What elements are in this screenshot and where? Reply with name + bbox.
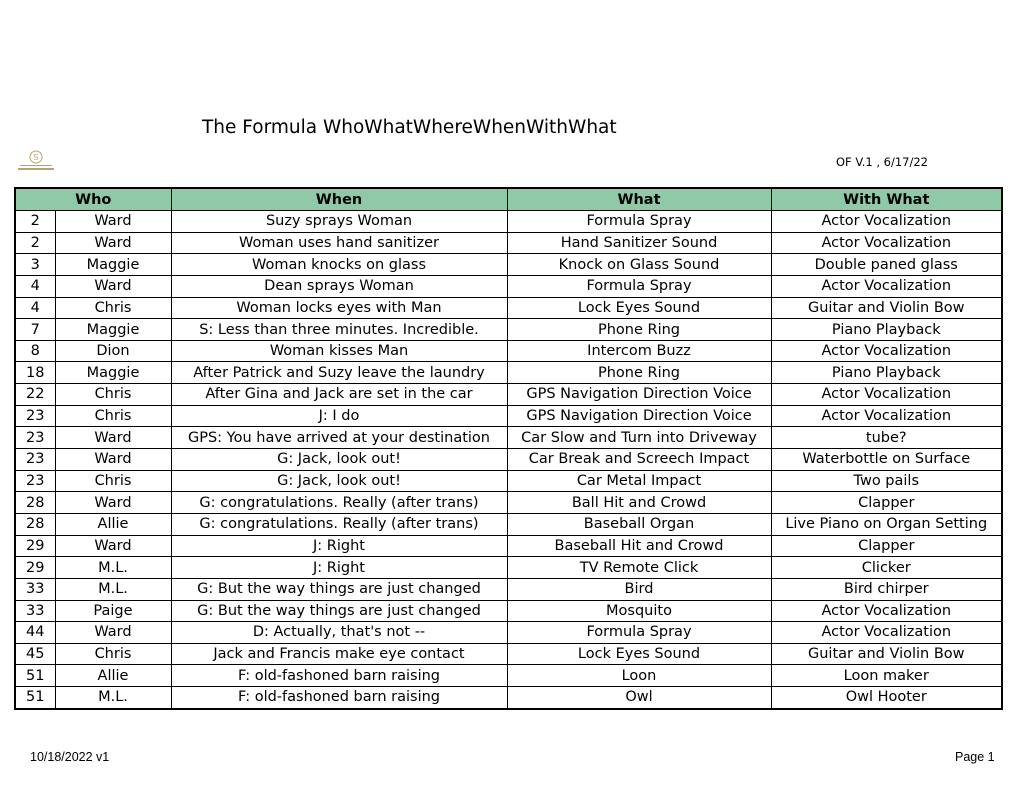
cell-with-what: Guitar and Violin Bow bbox=[771, 643, 1002, 665]
table-row bbox=[15, 665, 1002, 687]
cell-what: Formula Spray bbox=[507, 622, 771, 644]
cell-page: 2 bbox=[15, 232, 55, 254]
cell-who: Ward bbox=[55, 427, 171, 449]
table-row bbox=[15, 211, 1002, 233]
cell-what: Formula Spray bbox=[507, 275, 771, 297]
cell-when: Jack and Francis make eye contact bbox=[171, 643, 507, 665]
footer-page-number: Page 1 bbox=[955, 750, 995, 764]
cell-page: 23 bbox=[15, 449, 55, 471]
cell-page: 2 bbox=[15, 211, 55, 233]
column-header-when: When bbox=[171, 188, 507, 211]
cell-page: 51 bbox=[15, 665, 55, 687]
column-header-what: What bbox=[507, 188, 771, 211]
cell-what: Intercom Buzz bbox=[507, 340, 771, 362]
cell-when: J: Right bbox=[171, 535, 507, 557]
cell-who: Ward bbox=[55, 622, 171, 644]
cell-with-what: Actor Vocalization bbox=[771, 232, 1002, 254]
cell-when: Woman uses hand sanitizer bbox=[171, 232, 507, 254]
cell-with-what: Piano Playback bbox=[771, 319, 1002, 341]
cell-page: 8 bbox=[15, 340, 55, 362]
table-row bbox=[15, 513, 1002, 535]
cell-what: GPS Navigation Direction Voice bbox=[507, 405, 771, 427]
cell-what: Hand Sanitizer Sound bbox=[507, 232, 771, 254]
cell-what: TV Remote Click bbox=[507, 557, 771, 579]
table-row bbox=[15, 643, 1002, 665]
table-row bbox=[15, 449, 1002, 471]
cell-when: G: Jack, look out! bbox=[171, 470, 507, 492]
table-body bbox=[15, 211, 1002, 709]
svg-text:S: S bbox=[33, 153, 39, 162]
table-row bbox=[15, 405, 1002, 427]
cell-with-what: Piano Playback bbox=[771, 362, 1002, 384]
table-row bbox=[15, 362, 1002, 384]
cell-when: Suzy sprays Woman bbox=[171, 211, 507, 233]
cell-with-what: Actor Vocalization bbox=[771, 275, 1002, 297]
cell-who: Maggie bbox=[55, 362, 171, 384]
cell-when: G: Jack, look out! bbox=[171, 449, 507, 471]
cell-when: F: old-fashoned barn raising bbox=[171, 665, 507, 687]
cell-with-what: Owl Hooter bbox=[771, 687, 1002, 709]
cell-what: Mosquito bbox=[507, 600, 771, 622]
cell-with-what: tube? bbox=[771, 427, 1002, 449]
cell-who: M.L. bbox=[55, 557, 171, 579]
cell-what: Baseball Hit and Crowd bbox=[507, 535, 771, 557]
cell-who: Maggie bbox=[55, 254, 171, 276]
cell-who: Allie bbox=[55, 665, 171, 687]
cell-who: Chris bbox=[55, 405, 171, 427]
cell-who: Maggie bbox=[55, 319, 171, 341]
cell-with-what: Waterbottle on Surface bbox=[771, 449, 1002, 471]
footer-date: 10/18/2022 v1 bbox=[30, 750, 110, 764]
cell-page: 45 bbox=[15, 643, 55, 665]
cell-who: Ward bbox=[55, 275, 171, 297]
cell-who: Ward bbox=[55, 232, 171, 254]
cell-when: Woman kisses Man bbox=[171, 340, 507, 362]
cell-when: Dean sprays Woman bbox=[171, 275, 507, 297]
cell-when: J: Right bbox=[171, 557, 507, 579]
table-row bbox=[15, 622, 1002, 644]
table-row bbox=[15, 470, 1002, 492]
cell-with-what: Actor Vocalization bbox=[771, 405, 1002, 427]
cell-what: Lock Eyes Sound bbox=[507, 297, 771, 319]
cell-what: Car Break and Screech Impact bbox=[507, 449, 771, 471]
cell-what: Phone Ring bbox=[507, 362, 771, 384]
cell-page: 51 bbox=[15, 687, 55, 709]
cell-page: 4 bbox=[15, 297, 55, 319]
cell-who: Chris bbox=[55, 384, 171, 406]
cell-what: Loon bbox=[507, 665, 771, 687]
table-row bbox=[15, 254, 1002, 276]
cell-who: Chris bbox=[55, 470, 171, 492]
table-row bbox=[15, 384, 1002, 406]
cell-who: M.L. bbox=[55, 687, 171, 709]
cell-who: M.L. bbox=[55, 578, 171, 600]
cell-what: Car Slow and Turn into Driveway bbox=[507, 427, 771, 449]
column-header-who: Who bbox=[15, 188, 171, 211]
table-row bbox=[15, 557, 1002, 579]
cell-when: After Gina and Jack are set in the car bbox=[171, 384, 507, 406]
cell-what: Formula Spray bbox=[507, 211, 771, 233]
cell-page: 22 bbox=[15, 384, 55, 406]
page-title: The Formula WhoWhatWhereWhenWithWhat bbox=[202, 117, 617, 138]
column-header-with-what: With What bbox=[771, 188, 1002, 211]
cell-with-what: Actor Vocalization bbox=[771, 600, 1002, 622]
cell-what: Phone Ring bbox=[507, 319, 771, 341]
table-row bbox=[15, 578, 1002, 600]
cell-page: 3 bbox=[15, 254, 55, 276]
cell-who: Ward bbox=[55, 449, 171, 471]
cell-what: Knock on Glass Sound bbox=[507, 254, 771, 276]
cell-when: D: Actually, that's not -- bbox=[171, 622, 507, 644]
cell-when: GPS: You have arrived at your destination bbox=[171, 427, 507, 449]
cell-what: Owl bbox=[507, 687, 771, 709]
cue-table bbox=[14, 187, 1003, 710]
table-header-row bbox=[15, 188, 1002, 211]
table-row bbox=[15, 319, 1002, 341]
cell-with-what: Clicker bbox=[771, 557, 1002, 579]
cell-when: S: Less than three minutes. Incredible. bbox=[171, 319, 507, 341]
cell-with-what: Double paned glass bbox=[771, 254, 1002, 276]
cell-when: F: old-fashoned barn raising bbox=[171, 687, 507, 709]
cell-page: 4 bbox=[15, 275, 55, 297]
cell-page: 29 bbox=[15, 557, 55, 579]
cell-when: J: I do bbox=[171, 405, 507, 427]
table-row bbox=[15, 340, 1002, 362]
cell-what: Bird bbox=[507, 578, 771, 600]
cell-with-what: Actor Vocalization bbox=[771, 211, 1002, 233]
cell-page: 18 bbox=[15, 362, 55, 384]
table-row bbox=[15, 687, 1002, 709]
cell-who: Ward bbox=[55, 535, 171, 557]
cell-page: 7 bbox=[15, 319, 55, 341]
cell-when: G: But the way things are just changed bbox=[171, 600, 507, 622]
cell-page: 29 bbox=[15, 535, 55, 557]
table-row bbox=[15, 535, 1002, 557]
cell-page: 44 bbox=[15, 622, 55, 644]
cell-who: Ward bbox=[55, 211, 171, 233]
cell-who: Paige bbox=[55, 600, 171, 622]
table-row bbox=[15, 232, 1002, 254]
cell-page: 33 bbox=[15, 578, 55, 600]
cell-page: 23 bbox=[15, 470, 55, 492]
cell-when: G: But the way things are just changed bbox=[171, 578, 507, 600]
cell-who: Chris bbox=[55, 297, 171, 319]
cell-page: 23 bbox=[15, 427, 55, 449]
cell-with-what: Clapper bbox=[771, 492, 1002, 514]
cell-with-what: Clapper bbox=[771, 535, 1002, 557]
table-row bbox=[15, 275, 1002, 297]
cell-with-what: Live Piano on Organ Setting bbox=[771, 513, 1002, 535]
shakespeare-logo-icon bbox=[16, 150, 56, 174]
cell-with-what: Actor Vocalization bbox=[771, 622, 1002, 644]
table-row bbox=[15, 427, 1002, 449]
cell-when: G: congratulations. Really (after trans) bbox=[171, 492, 507, 514]
cell-when: After Patrick and Suzy leave the laundry bbox=[171, 362, 507, 384]
cell-what: Ball Hit and Crowd bbox=[507, 492, 771, 514]
cell-with-what: Loon maker bbox=[771, 665, 1002, 687]
cell-page: 28 bbox=[15, 513, 55, 535]
cell-what: Baseball Organ bbox=[507, 513, 771, 535]
cell-page: 28 bbox=[15, 492, 55, 514]
cell-when: Woman knocks on glass bbox=[171, 254, 507, 276]
cell-with-what: Bird chirper bbox=[771, 578, 1002, 600]
cell-with-what: Two pails bbox=[771, 470, 1002, 492]
cell-page: 23 bbox=[15, 405, 55, 427]
cell-page: 33 bbox=[15, 600, 55, 622]
cell-with-what: Guitar and Violin Bow bbox=[771, 297, 1002, 319]
cell-what: Car Metal Impact bbox=[507, 470, 771, 492]
cell-who: Allie bbox=[55, 513, 171, 535]
cell-who: Chris bbox=[55, 643, 171, 665]
table-row bbox=[15, 492, 1002, 514]
cell-when: Woman locks eyes with Man bbox=[171, 297, 507, 319]
table-row bbox=[15, 297, 1002, 319]
cell-with-what: Actor Vocalization bbox=[771, 384, 1002, 406]
cell-when: G: congratulations. Really (after trans) bbox=[171, 513, 507, 535]
table-row bbox=[15, 600, 1002, 622]
version-label: OF V.1 , 6/17/22 bbox=[836, 155, 928, 169]
cell-with-what: Actor Vocalization bbox=[771, 340, 1002, 362]
cell-who: Ward bbox=[55, 492, 171, 514]
cell-what: Lock Eyes Sound bbox=[507, 643, 771, 665]
cell-who: Dion bbox=[55, 340, 171, 362]
cell-what: GPS Navigation Direction Voice bbox=[507, 384, 771, 406]
